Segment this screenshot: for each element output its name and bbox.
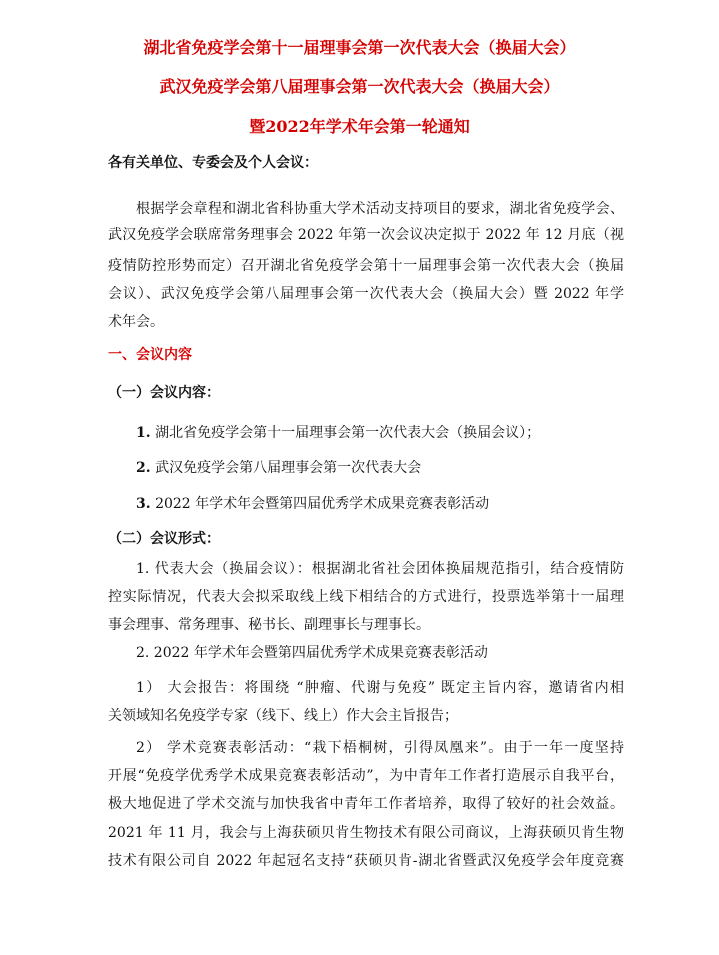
list-item-number: 2.	[136, 460, 151, 476]
body-line: 技术有限公司自 2022 年起冠名支持“获硕贝肯-湖北省暨武汉免疫学会年度竞赛	[108, 853, 624, 869]
document-title-line-1: 湖北省免疫学会第十一届理事会第一次代表大会（换届大会）	[143, 38, 576, 57]
list-item-text: 湖北省免疫学会第十一届理事会第一次代表大会（换届会议）；	[155, 425, 541, 441]
body-line: 1） 大会报告：将围绕 “肿瘤、代谢与免疫” 既定主旨内容，邀请省内相	[136, 680, 624, 696]
section-heading: 一、会议内容	[108, 347, 192, 363]
body-line: 关领域知名免疫学专家（线下、线上）作大会主旨报告；	[108, 708, 458, 724]
body-line: 控实际情况，代表大会拟采取线上线下相结合的方式进行，投票选举第十一届理	[108, 589, 624, 605]
document-title-line-3: 暨2022年学术年会第一轮通知	[249, 117, 470, 136]
list-item	[136, 458, 421, 478]
subsection-heading: （一）会议内容：	[108, 385, 220, 401]
intro-line: 根据学会章程和湖北省科协重大学术活动支持项目的要求，湖北省免疫学会、	[136, 201, 624, 217]
salutation: 各有关单位、专委会及个人会议：	[108, 155, 318, 171]
document-title-line-2: 武汉免疫学会第八届理事会第一次代表大会（换届大会）	[159, 77, 560, 96]
intro-line: 术年会。	[108, 314, 164, 330]
intro-line: 疫情防控形势而定）召开湖北省免疫学会第十一届理事会第一次代表大会（换届	[108, 258, 624, 274]
body-line: 事会理事、常务理事、秘书长、副理事长与理事长。	[108, 617, 430, 633]
body-line: 2） 学术竞赛表彰活动：“栽下梧桐树，引得凤凰来”。由于一年一度坚持	[136, 740, 624, 756]
list-item-number: 3.	[136, 496, 151, 512]
list-item-text: 武汉免疫学会第八届理事会第一次代表大会	[155, 460, 422, 476]
body-line: 1. 代表大会（换届会议）：根据湖北省社会团体换届规范指引，结合疫情防	[136, 561, 624, 577]
subsection-heading: （二）会议形式：	[108, 531, 220, 547]
body-line: 2021 年 11 月，我会与上海获硕贝肯生物技术有限公司商议，上海获硕贝肯生物	[108, 825, 624, 841]
list-item	[136, 423, 540, 443]
body-line: 2. 2022 年学术年会暨第四届优秀学术成果竞赛表彰活动	[136, 645, 488, 661]
intro-line: 武汉免疫学会联席常务理事会 2022 年第一次会议决定拟于 2022 年 12 月底（视	[108, 227, 624, 243]
intro-line: 会议）、武汉免疫学会第八届理事会第一次代表大会（换届大会）暨 2022 年学	[108, 286, 624, 302]
body-line: 开展“免疫学优秀学术成果竞赛表彰活动”，为中青年工作者打造展示自我平台，	[108, 768, 624, 784]
list-item	[136, 494, 489, 514]
list-item-number: 1.	[136, 425, 151, 441]
body-line: 极大地促进了学术交流与加快我省中青年工作者培养，取得了较好的社会效益。	[108, 796, 624, 812]
list-item-text: 2022 年学术年会暨第四届优秀学术成果竞赛表彰活动	[155, 496, 490, 512]
